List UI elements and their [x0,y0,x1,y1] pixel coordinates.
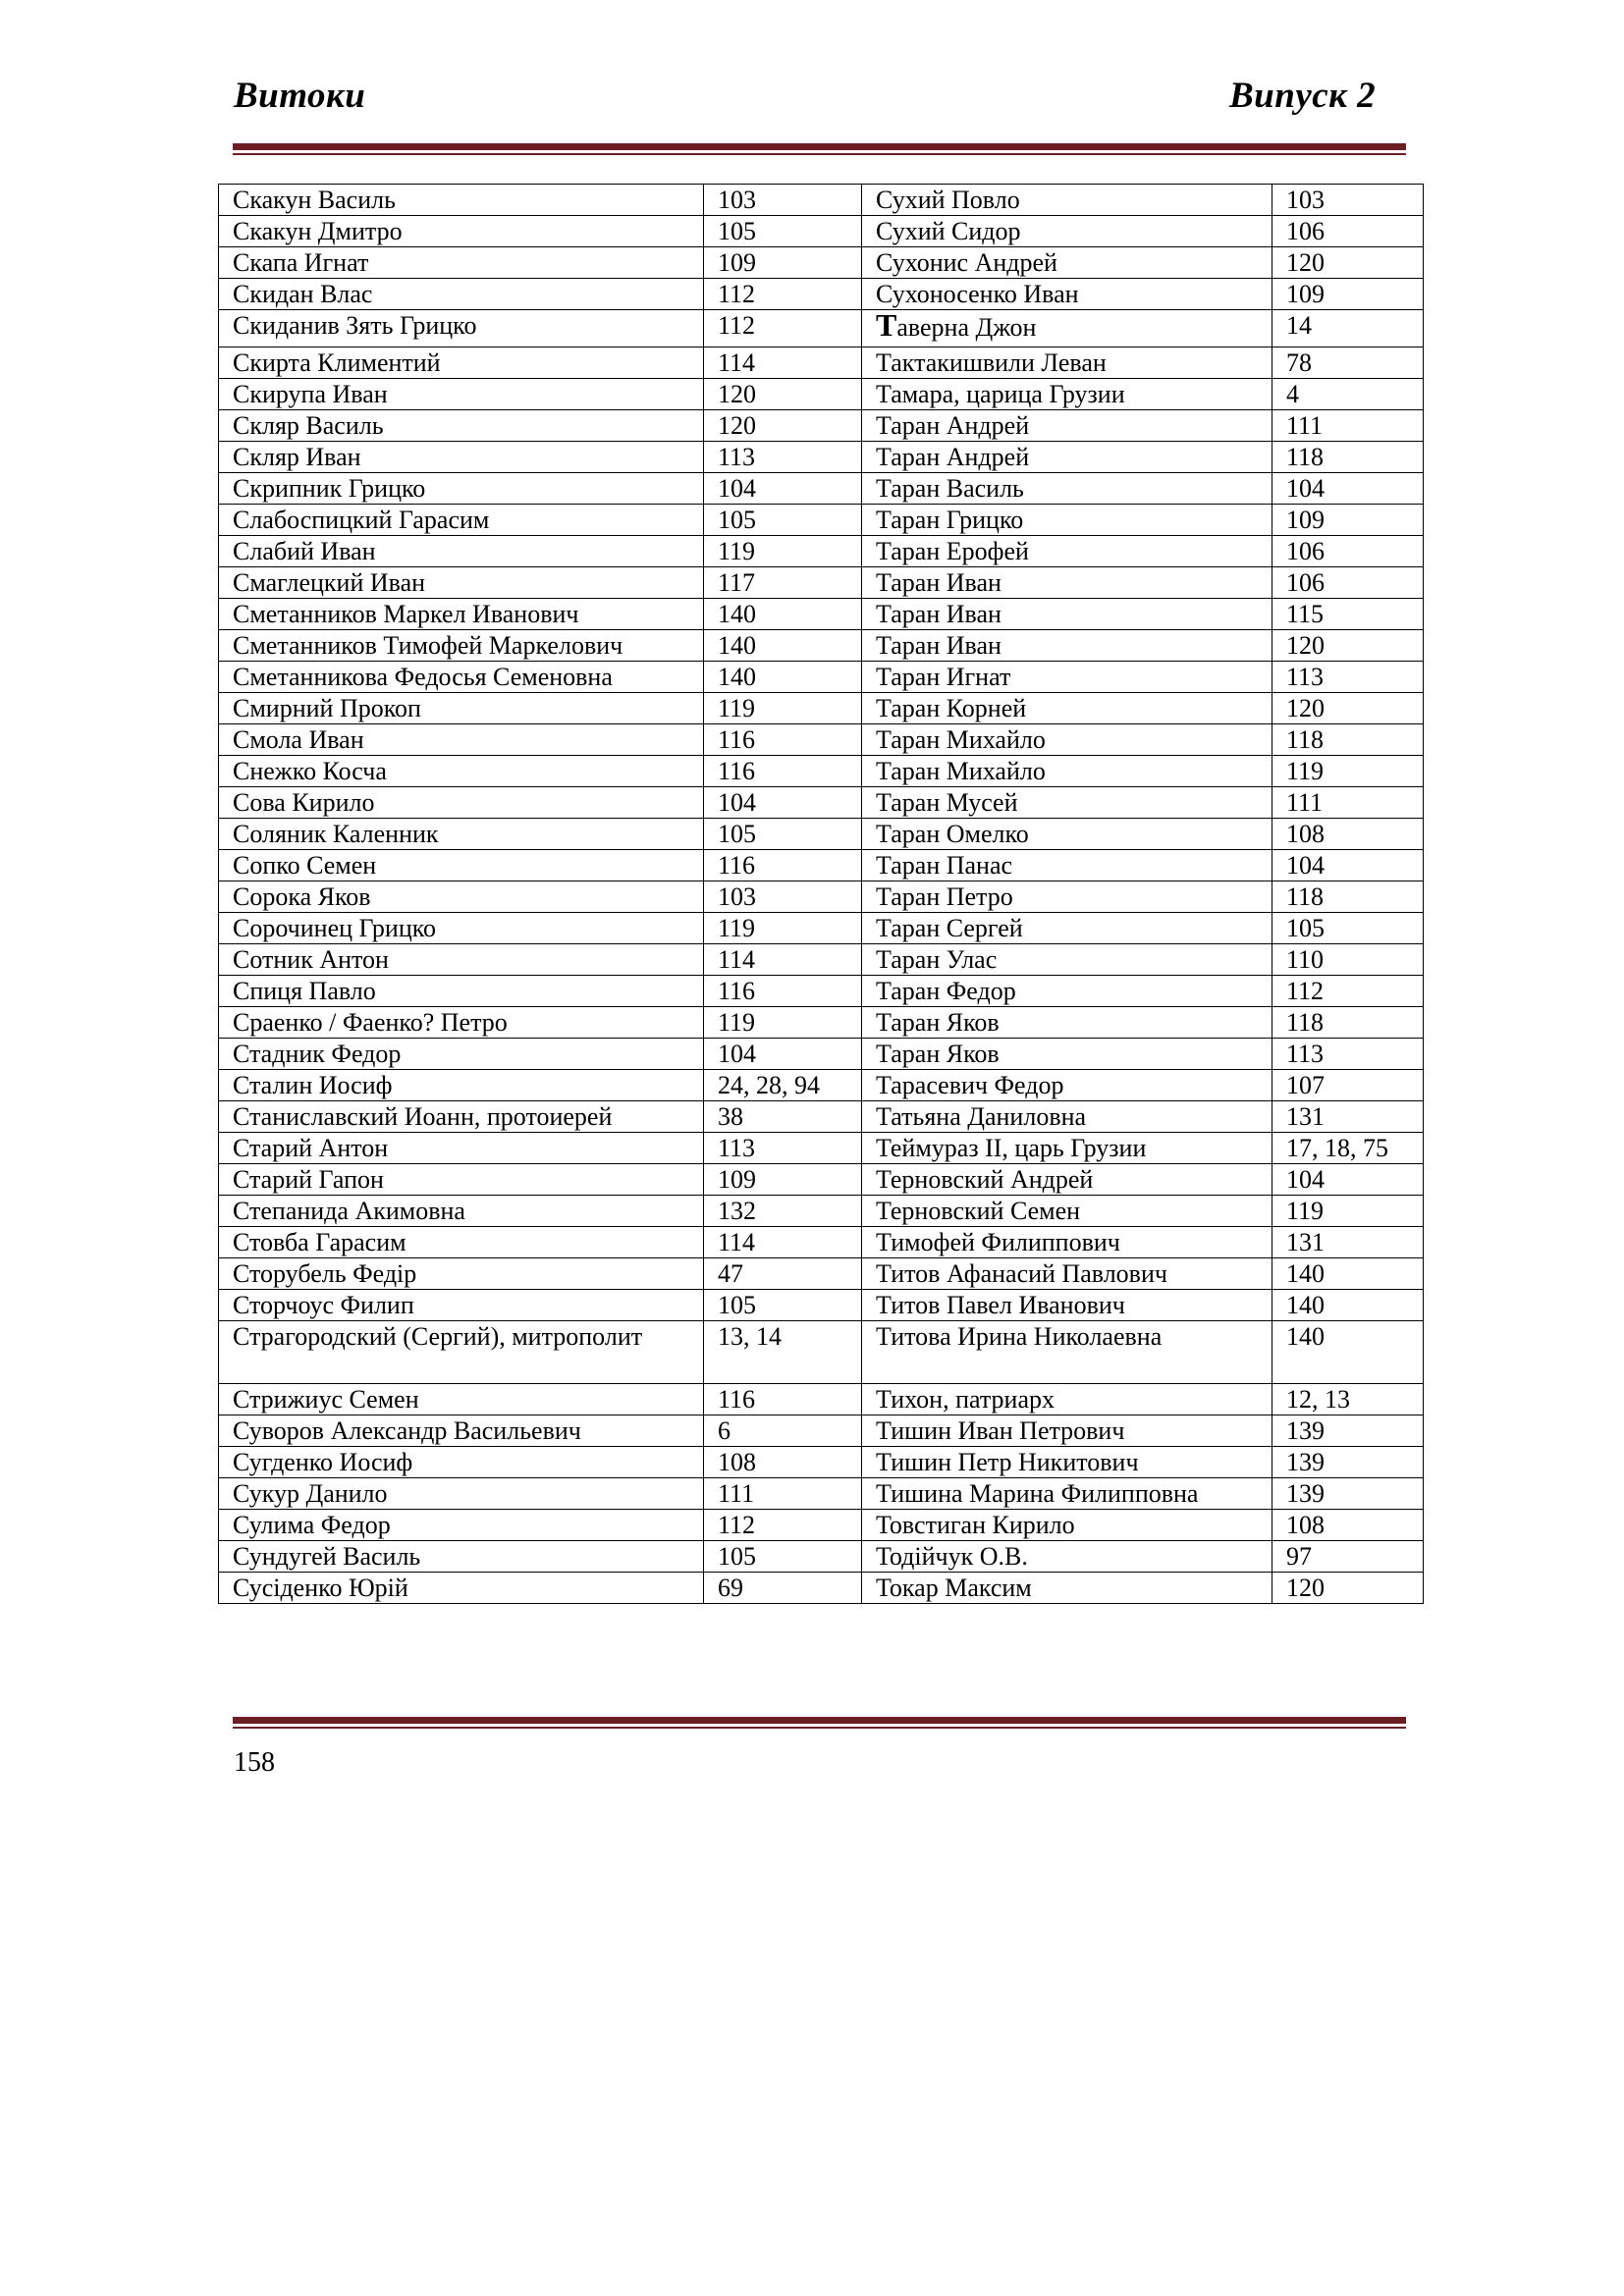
right-pages: 120 [1272,247,1424,279]
page-number: 158 [234,1747,275,1778]
left-pages: 112 [704,310,862,347]
index-row [219,1573,1424,1604]
index-row [219,756,1424,787]
index-row [219,536,1424,567]
index-row [219,819,1424,850]
right-pages: 120 [1272,693,1424,724]
right-pages: 131 [1272,1227,1424,1258]
index-row [219,1384,1424,1415]
right-pages: 108 [1272,1510,1424,1541]
left-name: Скрипник Грицко [219,473,704,505]
right-name: Таран Федор [862,976,1272,1007]
left-name: Смаглецкий Иван [219,567,704,599]
name-index-table [218,184,1424,1604]
right-name: Титов Афанасий Павлович [862,1258,1272,1290]
index-row [219,1196,1424,1227]
right-name: Таран Игнат [862,662,1272,693]
right-pages: 113 [1272,1039,1424,1070]
left-name: Стрижиус Семен [219,1384,704,1415]
right-name: Тактакишвили Леван [862,347,1272,379]
index-row [219,1415,1424,1447]
right-name: Титов Павел Иванович [862,1290,1272,1321]
right-name: Таран Андрей [862,410,1272,442]
running-header-issue: Випуск 2 [1229,76,1377,116]
right-name: Тишин Петр Никитович [862,1447,1272,1478]
left-name: Сопко Семен [219,850,704,881]
left-pages: 104 [704,787,862,819]
right-name: Таран Грицко [862,505,1272,536]
right-name: Таран Омелко [862,819,1272,850]
index-row [219,944,1424,976]
right-pages: 118 [1272,442,1424,473]
left-pages: 24, 28, 94 [704,1070,862,1101]
left-name: Слабоспицкий Гарасим [219,505,704,536]
right-pages: 119 [1272,756,1424,787]
right-pages: 103 [1272,185,1424,216]
right-pages: 113 [1272,662,1424,693]
left-pages: 105 [704,1290,862,1321]
left-name: Сторчоус Филип [219,1290,704,1321]
left-pages: 105 [704,819,862,850]
left-name: Страгородский (Сергий), митрополит [219,1321,704,1384]
right-pages: 111 [1272,410,1424,442]
right-name: Таран Мусей [862,787,1272,819]
left-pages: 112 [704,279,862,310]
index-row [219,662,1424,693]
index-row [219,1290,1424,1321]
right-pages: 14 [1272,310,1424,347]
left-name: Сталин Иосиф [219,1070,704,1101]
left-name: Сметанников Тимофей Маркелович [219,630,704,662]
header-rule [233,143,1406,155]
left-pages: 140 [704,662,862,693]
index-row [219,1258,1424,1290]
right-name: Таран Андрей [862,442,1272,473]
left-name: Смирний Прокоп [219,693,704,724]
right-pages: 106 [1272,567,1424,599]
left-pages: 108 [704,1447,862,1478]
right-name: Таран Яков [862,1007,1272,1039]
right-pages: 115 [1272,599,1424,630]
left-name: Сулима Федор [219,1510,704,1541]
index-row [219,881,1424,913]
right-name: Таран Корней [862,693,1272,724]
left-name: Сметанников Маркел Иванович [219,599,704,630]
index-row [219,976,1424,1007]
index-row [219,567,1424,599]
right-name: Товстиган Кирило [862,1510,1272,1541]
right-name: Тамара, царица Грузии [862,379,1272,410]
right-name: Татьяна Даниловна [862,1101,1272,1133]
left-name: Сорока Яков [219,881,704,913]
right-pages: 112 [1272,976,1424,1007]
right-pages: 109 [1272,279,1424,310]
right-name: Титова Ирина Николаевна [862,1321,1272,1384]
left-pages: 120 [704,379,862,410]
right-name: Сухий Повло [862,185,1272,216]
left-name: Скидан Влас [219,279,704,310]
left-pages: 114 [704,347,862,379]
left-pages: 112 [704,1510,862,1541]
index-row [219,1510,1424,1541]
left-name: Стадник Федор [219,1039,704,1070]
right-name: Тихон, патриарх [862,1384,1272,1415]
left-name: Скирупа Иван [219,379,704,410]
left-name: Сотник Антон [219,944,704,976]
left-name: Сукур Данило [219,1478,704,1510]
index-row [219,1321,1424,1384]
index-row [219,1447,1424,1478]
index-row [219,1133,1424,1164]
index-row [219,693,1424,724]
left-pages: 140 [704,630,862,662]
index-row [219,1101,1424,1133]
left-name: Скирта Климентий [219,347,704,379]
left-name: Сова Кирило [219,787,704,819]
left-pages: 113 [704,1133,862,1164]
left-name: Станиславский Иоанн, протоиерей [219,1101,704,1133]
right-pages: 139 [1272,1447,1424,1478]
right-pages: 118 [1272,1007,1424,1039]
left-pages: 13, 14 [704,1321,862,1384]
right-name: Сухий Сидор [862,216,1272,247]
left-pages: 104 [704,473,862,505]
left-pages: 119 [704,913,862,944]
left-pages: 109 [704,1164,862,1196]
index-row [219,913,1424,944]
left-name: Суворов Александр Васильевич [219,1415,704,1447]
right-name: Токар Максим [862,1573,1272,1604]
left-pages: 111 [704,1478,862,1510]
left-name: Снежко Косча [219,756,704,787]
left-pages: 120 [704,410,862,442]
right-name: Сухоносенко Иван [862,279,1272,310]
right-pages: 119 [1272,1196,1424,1227]
left-pages: 116 [704,756,862,787]
right-name: Таран Михайло [862,756,1272,787]
left-name: Скиданив Зять Грицко [219,310,704,347]
left-pages: 114 [704,944,862,976]
left-name: Степанида Акимовна [219,1196,704,1227]
right-pages: 4 [1272,379,1424,410]
right-pages: 120 [1272,630,1424,662]
right-name: Теймураз II, царь Грузии [862,1133,1272,1164]
right-name: Таверна Джон [862,310,1272,347]
left-name: Слабий Иван [219,536,704,567]
right-pages: 105 [1272,913,1424,944]
index-row [219,599,1424,630]
left-pages: 38 [704,1101,862,1133]
right-name: Сухонис Андрей [862,247,1272,279]
right-name: Таран Панас [862,850,1272,881]
left-name: Смола Иван [219,724,704,756]
left-pages: 105 [704,1541,862,1573]
index-row [219,787,1424,819]
left-pages: 69 [704,1573,862,1604]
left-name: Сторубель Федір [219,1258,704,1290]
right-pages: 78 [1272,347,1424,379]
right-pages: 118 [1272,724,1424,756]
left-pages: 114 [704,1227,862,1258]
left-pages: 116 [704,850,862,881]
index-row [219,1541,1424,1573]
right-pages: 131 [1272,1101,1424,1133]
running-header-title: Витоки [234,76,366,116]
left-pages: 132 [704,1196,862,1227]
index-row [219,1007,1424,1039]
left-name: Сметанникова Федосья Семеновна [219,662,704,693]
index-row [219,1164,1424,1196]
index-row [219,442,1424,473]
left-pages: 105 [704,505,862,536]
left-pages: 109 [704,247,862,279]
left-pages: 140 [704,599,862,630]
right-pages: 108 [1272,819,1424,850]
index-row [219,1227,1424,1258]
right-name: Таран Петро [862,881,1272,913]
index-row [219,850,1424,881]
index-row [219,216,1424,247]
right-name: Терновский Семен [862,1196,1272,1227]
right-pages: 104 [1272,850,1424,881]
right-name: Таран Иван [862,599,1272,630]
right-name: Таран Ерофей [862,536,1272,567]
right-pages: 140 [1272,1290,1424,1321]
left-pages: 117 [704,567,862,599]
left-name: Сраенко / Фаенко? Петро [219,1007,704,1039]
right-name: Тодійчук О.В. [862,1541,1272,1573]
index-row [219,724,1424,756]
right-pages: 118 [1272,881,1424,913]
index-row [219,473,1424,505]
left-name: Скакун Василь [219,185,704,216]
right-pages: 107 [1272,1070,1424,1101]
left-pages: 47 [704,1258,862,1290]
right-pages: 140 [1272,1321,1424,1384]
right-pages: 106 [1272,536,1424,567]
index-row [219,1070,1424,1101]
index-row [219,310,1424,347]
right-pages: 97 [1272,1541,1424,1573]
left-name: Сугденко Иосиф [219,1447,704,1478]
right-name: Таран Михайло [862,724,1272,756]
right-name: Таран Улас [862,944,1272,976]
left-pages: 103 [704,185,862,216]
left-pages: 119 [704,693,862,724]
left-name: Скакун Дмитро [219,216,704,247]
right-pages: 111 [1272,787,1424,819]
right-pages: 12, 13 [1272,1384,1424,1415]
left-name: Соляник Каленник [219,819,704,850]
left-name: Спиця Павло [219,976,704,1007]
left-pages: 116 [704,976,862,1007]
right-name: Таран Яков [862,1039,1272,1070]
left-pages: 104 [704,1039,862,1070]
left-name: Скляр Иван [219,442,704,473]
right-pages: 120 [1272,1573,1424,1604]
left-name: Старий Гапон [219,1164,704,1196]
index-row [219,1478,1424,1510]
right-name: Тишин Иван Петрович [862,1415,1272,1447]
index-row [219,1039,1424,1070]
right-pages: 106 [1272,216,1424,247]
right-pages: 139 [1272,1415,1424,1447]
left-pages: 6 [704,1415,862,1447]
right-name: Терновский Андрей [862,1164,1272,1196]
index-row [219,410,1424,442]
left-pages: 116 [704,1384,862,1415]
left-name: Сусіденко Юрій [219,1573,704,1604]
right-name: Таран Иван [862,567,1272,599]
index-row [219,279,1424,310]
index-row [219,505,1424,536]
left-pages: 119 [704,536,862,567]
right-name: Тарасевич Федор [862,1070,1272,1101]
left-pages: 113 [704,442,862,473]
right-pages: 109 [1272,505,1424,536]
right-pages: 104 [1272,1164,1424,1196]
right-pages: 110 [1272,944,1424,976]
left-name: Стовба Гарасим [219,1227,704,1258]
left-name: Сорочинец Грицко [219,913,704,944]
right-name: Тимофей Филиппович [862,1227,1272,1258]
right-pages: 17, 18, 75 [1272,1133,1424,1164]
left-name: Сундугей Василь [219,1541,704,1573]
left-name: Скапа Игнат [219,247,704,279]
index-row [219,347,1424,379]
index-row [219,247,1424,279]
footer-rule [233,1717,1406,1729]
left-name: Старий Антон [219,1133,704,1164]
left-pages: 103 [704,881,862,913]
left-pages: 116 [704,724,862,756]
left-name: Скляр Василь [219,410,704,442]
right-pages: 104 [1272,473,1424,505]
left-pages: 105 [704,216,862,247]
right-name: Таран Василь [862,473,1272,505]
right-name: Тишина Марина Филипповна [862,1478,1272,1510]
index-row [219,630,1424,662]
right-pages: 139 [1272,1478,1424,1510]
right-name: Таран Иван [862,630,1272,662]
index-row [219,379,1424,410]
right-pages: 140 [1272,1258,1424,1290]
left-pages: 119 [704,1007,862,1039]
index-row [219,185,1424,216]
right-name: Таран Сергей [862,913,1272,944]
